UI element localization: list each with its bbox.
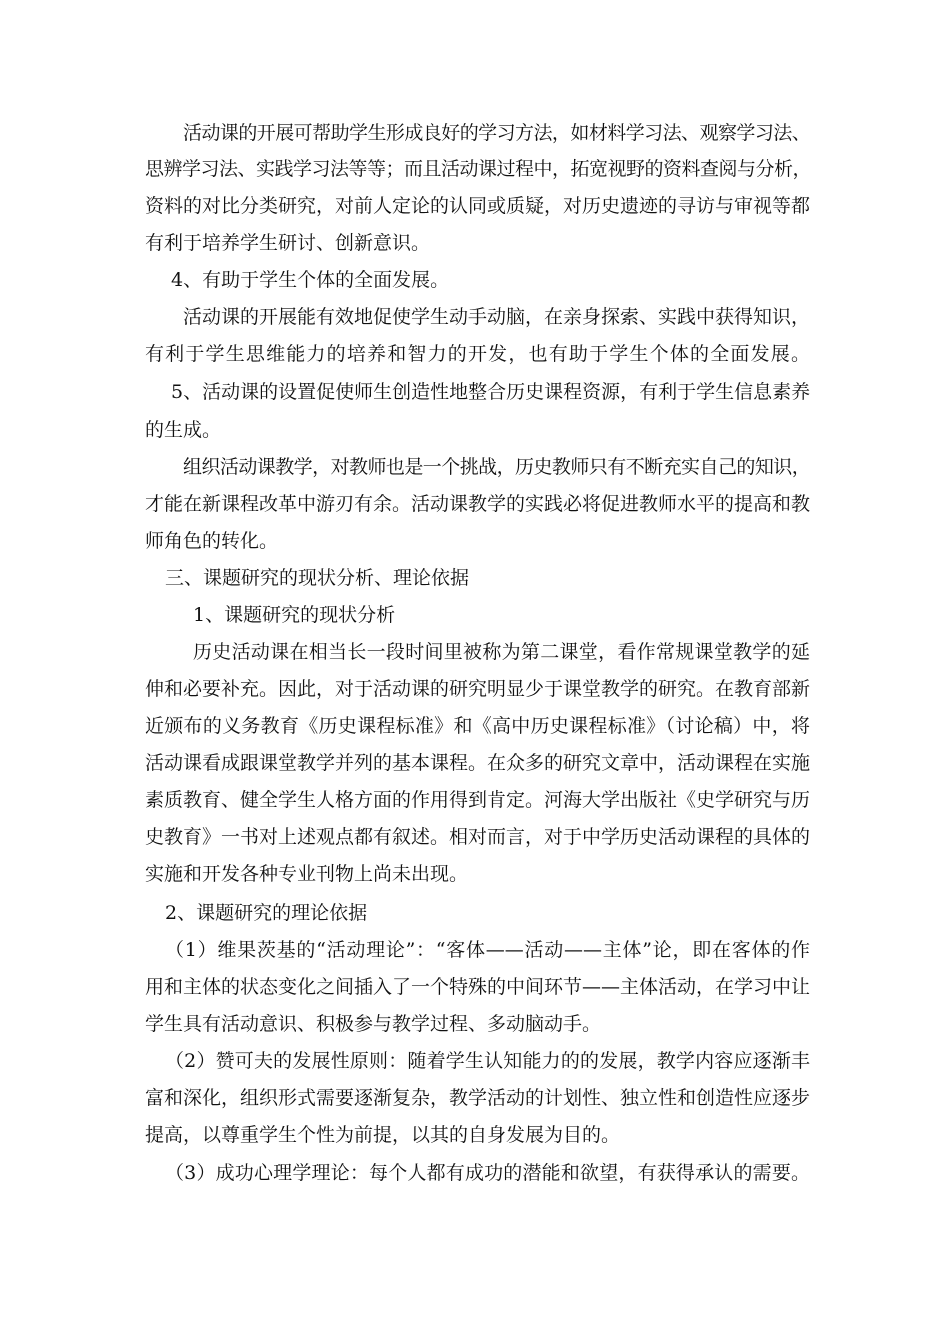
text-line: 伸和必要补充。因此，对于活动课的研究明显少于课堂教学的研究。在教育部新 [145, 678, 811, 700]
text-line: 历史活动课在相当长一段时间里被称为第二课堂，看作常规课堂教学的延 [193, 641, 810, 663]
text-line: 活动课的开展可帮助学生形成良好的学习方法，如材料学习法、观察学习法、 [183, 122, 810, 144]
text-line: 资料的对比分类研究，对前人定论的认同或质疑，对历史遗迹的寻访与审视等都 [145, 195, 811, 217]
section-heading: 4、有助于学生个体的全面发展。 [171, 269, 450, 291]
text-line: （1）维果茨基的“活动理论”：“客体——活动——主体”论，即在客体的作 [165, 939, 810, 961]
text-line: 提高，以尊重学生个性为前提，以其的自身发展为目的。 [145, 1124, 621, 1146]
text-line: 思辨学习法、实践学习法等等；而且活动课过程中，拓宽视野的资料查阅与分析， [145, 158, 812, 180]
text-line: 才能在新课程改革中游刃有余。活动课教学的实践必将促进教师水平的提高和教 [145, 493, 811, 515]
text-line: （3）成功心理学理论：每个人都有成功的潜能和欲望，有获得承认的需要。 [165, 1162, 810, 1184]
text-line: 史教育》一书对上述观点都有叙述。相对而言，对于中学历史活动课程的具体的 [145, 826, 811, 848]
section-heading: 5、活动课的设置促使师生创造性地整合历史课程资源，有利于学生信息素养 [171, 381, 811, 403]
text-line: 富和深化，组织形式需要逐渐复杂，教学活动的计划性、独立性和创造性应逐步 [145, 1087, 811, 1109]
chapter-heading: 三、课题研究的现状分析、理论依据 [165, 567, 470, 589]
text-line: 组织活动课教学，对教师也是一个挑战，历史教师只有不断充实自己的知识， [183, 456, 810, 478]
text-line: 活动课看成跟课堂教学并列的基本课程。在众多的研究文章中，活动课程在实施 [145, 752, 811, 774]
text-line: 素质教育、健全学生人格方面的作用得到肯定。河海大学出版社《史学研究与历 [145, 789, 811, 811]
text-line: 近颁布的义务教育《历史课程标准》和《高中历史课程标准》（讨论稿）中，将 [145, 715, 810, 737]
text-line: 的生成。 [145, 419, 222, 441]
text-line: 实施和开发各种专业刊物上尚未出现。 [145, 863, 469, 885]
text-line: 活动课的开展能有效地促使学生动手动脑，在亲身探索、实践中获得知识， [183, 306, 811, 328]
text-line: 有利于培养学生研讨、创新意识。 [145, 232, 431, 254]
text-line: 有利于学生思维能力的培养和智力的开发，也有助于学生个体的全面发展。 [145, 343, 810, 365]
section-heading: 1、课题研究的现状分析 [193, 604, 396, 626]
text-line: 师角色的转化。 [145, 530, 279, 552]
text-line: 学生具有活动意识、积极参与教学过程、多动脑动手。 [145, 1013, 602, 1035]
text-line: （2）赞可夫的发展性原则：随着学生认知能力的的发展，教学内容应逐渐丰 [165, 1050, 810, 1072]
text-line: 用和主体的状态变化之间插入了一个特殊的中间环节——主体活动，在学习中让 [145, 976, 811, 998]
section-heading: 2、课题研究的理论依据 [165, 902, 368, 924]
